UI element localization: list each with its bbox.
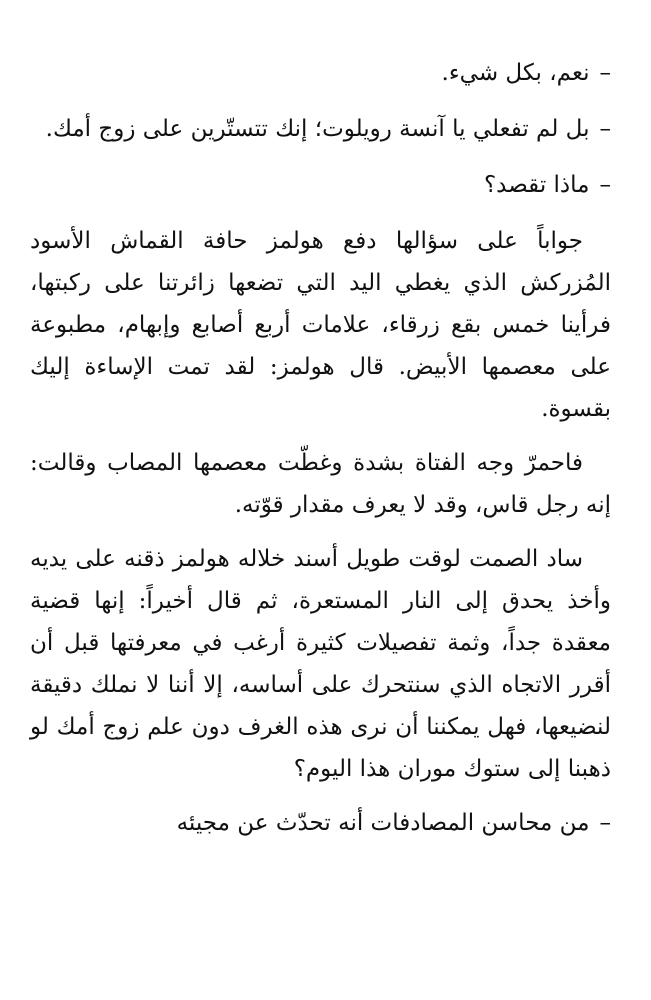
- dialogue-paragraph-2: [30, 108, 611, 150]
- dialogue-paragraph-3: [30, 164, 611, 206]
- dialogue-dash: –: [599, 810, 611, 836]
- paragraph-text: بل لم تفعلي يا آنسة رويلوت؛ إنك تتستّرين على زوج أمك.: [45, 116, 590, 142]
- dialogue-dash: –: [599, 172, 611, 198]
- narration-paragraph-3: ساد الصمت لوقت طويل أسند خلاله هولمز ذقنه على يديه وأخذ يحدق إلى النار المستعرة، ثم قال أخيراً: إنها قضية معقدة جداً، وثمة تفصيلات كثيرة أرغب في معرفتها قبل أن أقرر الاتجاه الذي سنتحرك على أساسه، إلا أننا لا نملك دقيقة لنضيعها، فهل يمكننا أن نرى هذه الغرف دون علم زوج أمك لو ذهبنا إلى ستوك موران هذا اليوم؟: [30, 546, 611, 782]
- dialogue-dash: –: [599, 60, 611, 86]
- paragraph-text: ماذا تقصد؟: [483, 172, 590, 198]
- dialogue-dash: –: [599, 116, 611, 142]
- paragraph-text: من محاسن المصادفات أنه تحدّث عن مجيئه: [176, 810, 590, 836]
- narration-paragraph-1: جواباً على سؤالها دفع هولمز حافة القماش الأسود المُزركش الذي يغطي اليد التي تضعها زائرتنا على ركبتها، فرأينا خمس بقع زرقاء، علامات أربع أصابع وإبهام، مطبوعة على معصمها الأبيض. قال هولمز: لقد تمت الإساءة إليك بقسوة.: [30, 228, 611, 422]
- narration-paragraph-2: فاحمرّ وجه الفتاة بشدة وغطّت معصمها المصاب وقالت: إنه رجل قاس، وقد لا يعرف مقدار قوّته.: [30, 450, 611, 518]
- dialogue-paragraph-1: [30, 52, 611, 94]
- dialogue-paragraph-4: [30, 802, 611, 844]
- paragraph-text: نعم، بكل شيء.: [441, 60, 590, 86]
